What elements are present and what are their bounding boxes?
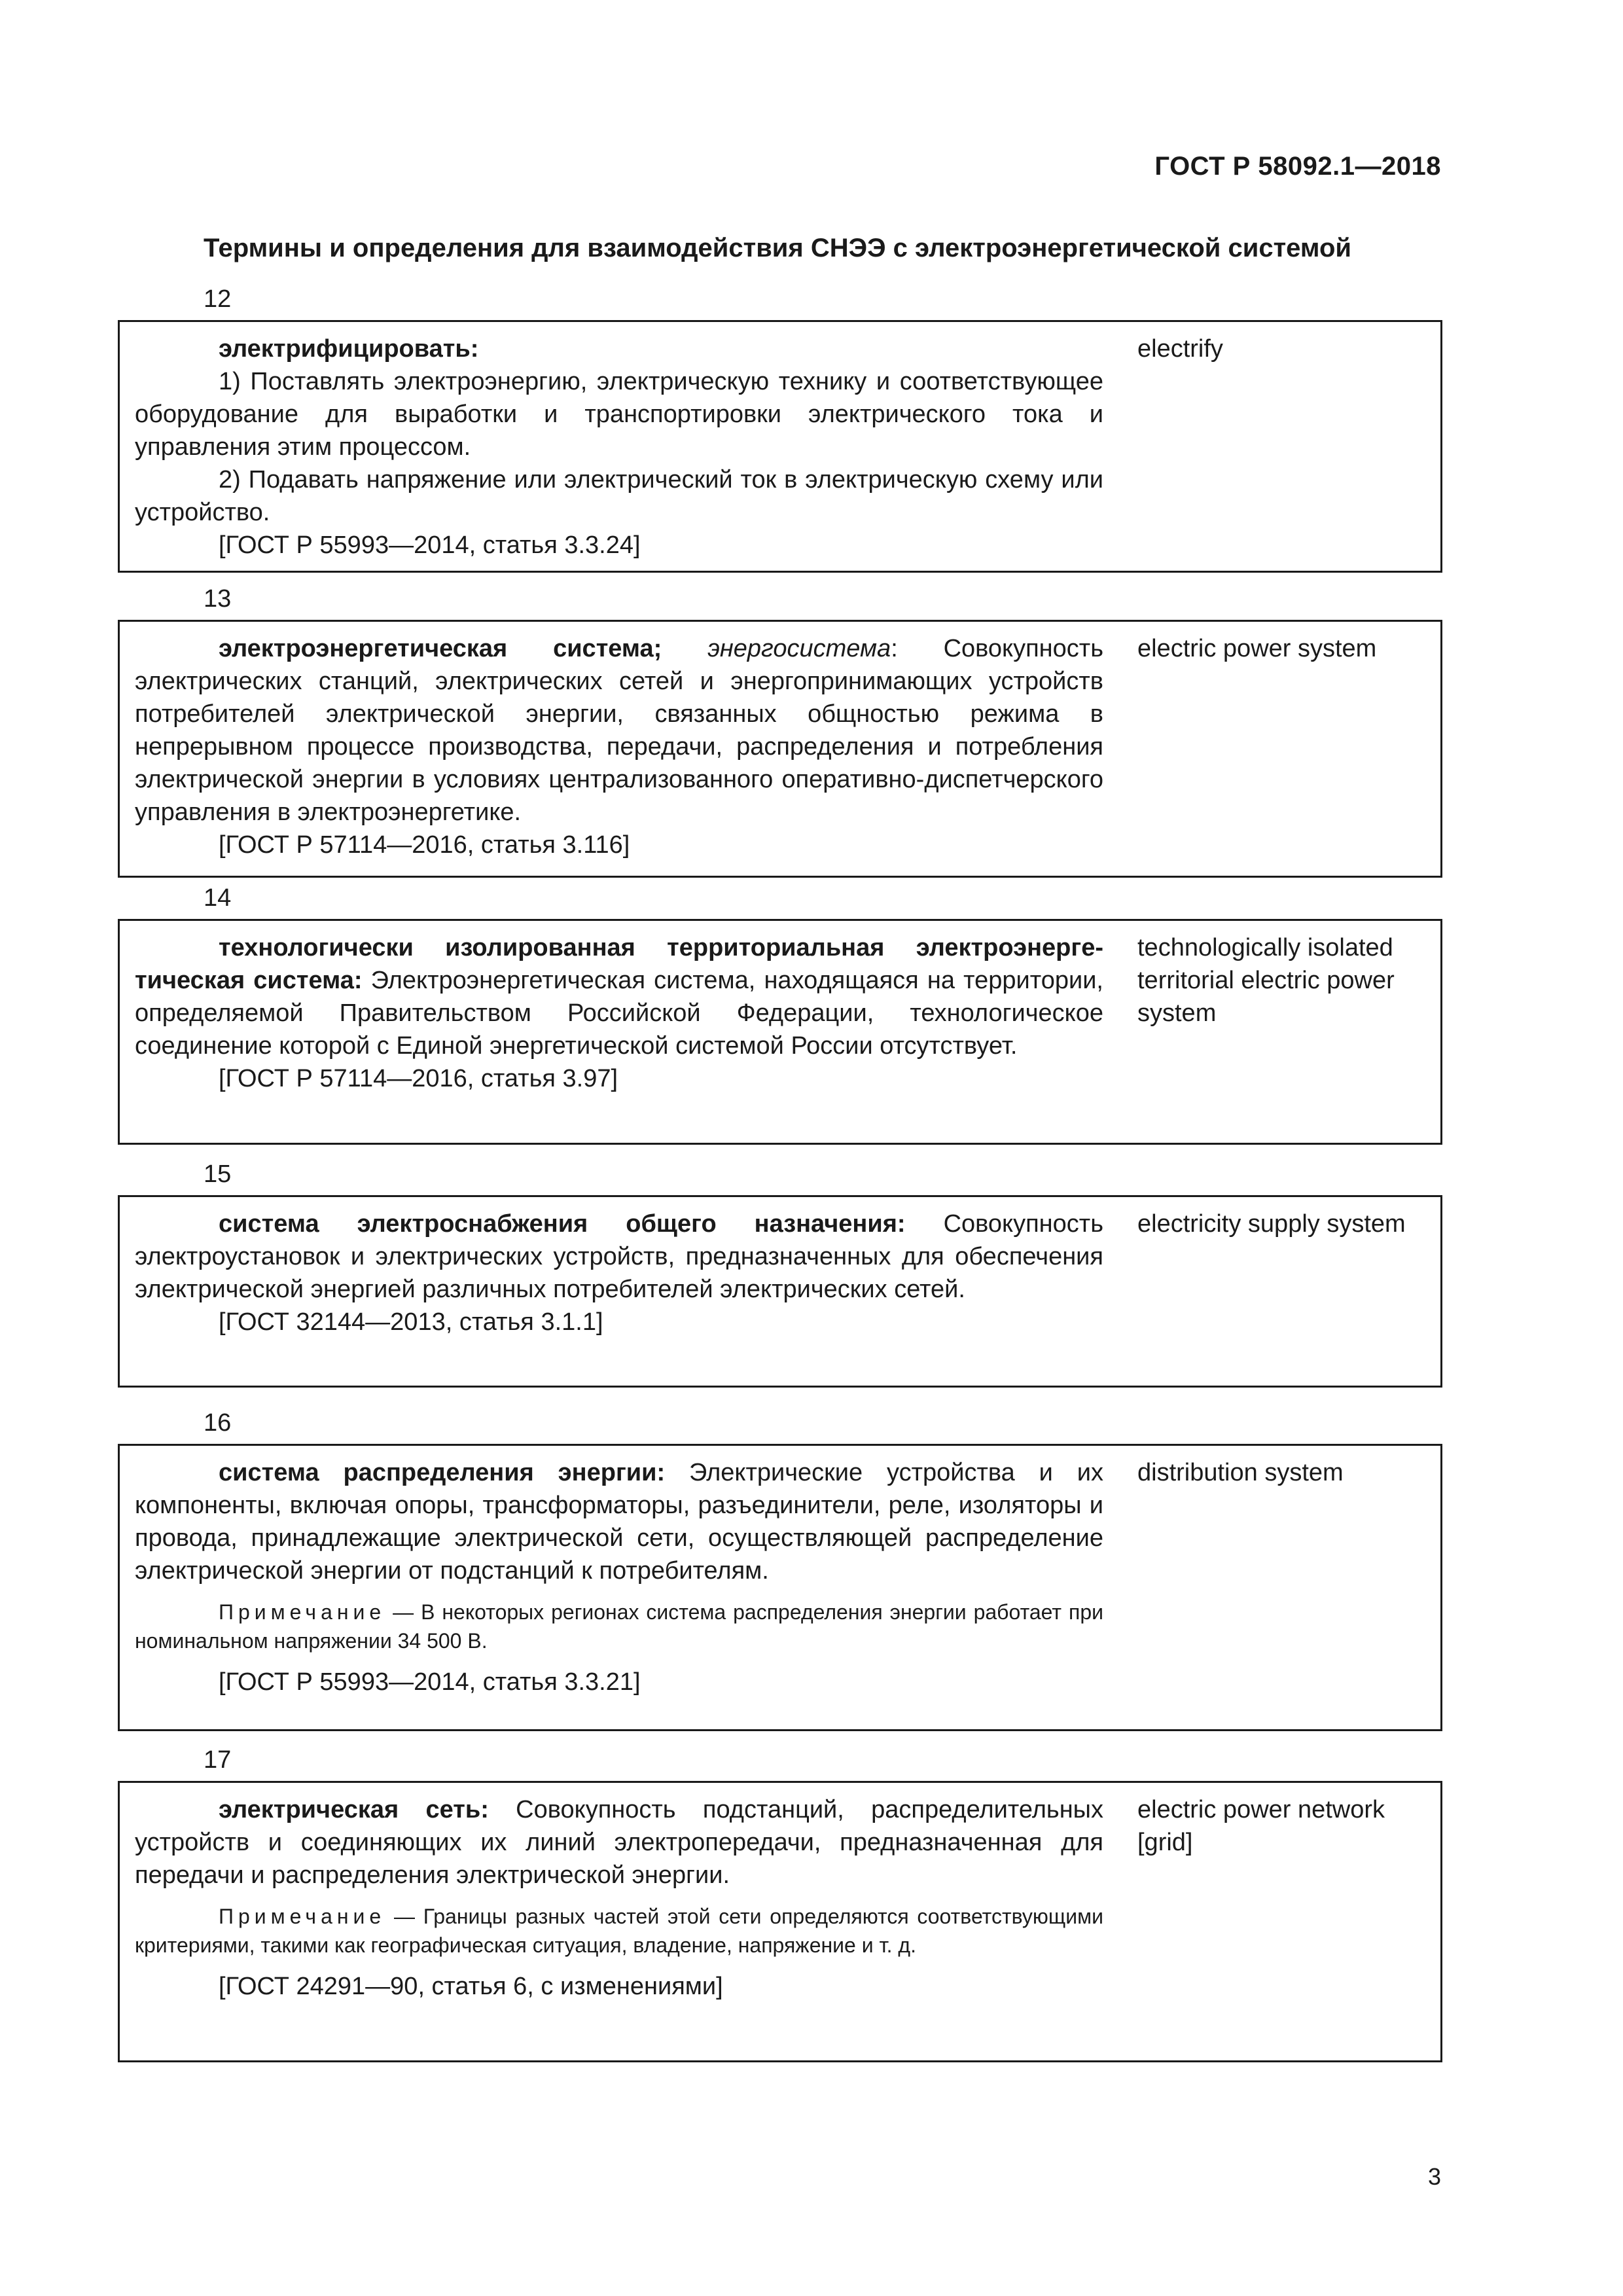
- entry-box: [118, 919, 1442, 1145]
- entry-number: 16: [204, 1409, 232, 1437]
- term-definition: [135, 632, 1103, 861]
- english-equivalent: distribution system: [1137, 1459, 1344, 1486]
- entry-box: [118, 1781, 1442, 2062]
- term-name: технологически изолированная территориальная электроэнергетическая система:: [135, 934, 1103, 994]
- term-source: [ГОСТ Р 57114—2016, статья 3.97]: [219, 1065, 618, 1092]
- term-definition: [135, 1456, 1103, 1698]
- entry-number: 12: [204, 285, 232, 313]
- entry-number: 14: [204, 884, 232, 912]
- term-source: [ГОСТ Р 55993—2014, статья 3.3.24]: [219, 531, 641, 559]
- term-definition: [135, 332, 1103, 562]
- term-entry-12: [118, 283, 1449, 575]
- page-number: 3: [1427, 2163, 1441, 2190]
- term-entry-15: [118, 1158, 1449, 1407]
- term-name: система распределения энергии:: [219, 1459, 666, 1486]
- term-definition: [135, 1793, 1103, 2003]
- note-label: Примечание: [219, 1905, 386, 1928]
- english-equivalent: electric power network [grid]: [1137, 1796, 1385, 1856]
- term-entry-16: [118, 1407, 1449, 1744]
- entry-box: [118, 1195, 1442, 1388]
- term-name: электрифицировать:: [219, 335, 479, 363]
- entry-box: [118, 1444, 1442, 1731]
- term-definition: [135, 1208, 1103, 1338]
- definition-text: Электрические устройства и их компоненты, включая опоры, трансформаторы, разъединители, реле, изоляторы и провода, принадлежащие электрической сети, осуществляющей распределение электрической энергии от подстанций к потребителям.: [135, 1459, 1103, 1585]
- note-text: — Границы разных частей этой сети определяются соответствующими критериями, такими как географическая ситуация, владение, напряжение и т. д.: [135, 1905, 1103, 1957]
- entry-box: [118, 620, 1442, 878]
- definition-text: : Совокупность электрических станций, электрических сетей и энергопринимающих устройств потребителей электрической энергии, связанных общностью режима в непрерывном процессе производства, передачи, распределения и потребления электрической энергии в условиях централизованного оперативно-диспетчерского управления в электроэнергетике.: [135, 635, 1103, 826]
- standard-code: ГОСТ Р 58092.1—2018: [1154, 152, 1441, 181]
- term-name: электрическая сеть:: [219, 1796, 489, 1823]
- note-label: Примечание: [219, 1600, 386, 1624]
- definition-text: Совокупность подстанций, распределительных устройств и соединяющих их линий электропередачи, предназначенная для передачи и распределения электрической энергии.: [135, 1796, 1103, 1889]
- entry-box: [118, 320, 1442, 573]
- definition-part-1: 1) Поставлять электроэнергию, электрическую технику и соответствующее оборудование для выработки и транспортировки электрического тока и управления этим процессом.: [135, 368, 1103, 461]
- term-note: [135, 1598, 1103, 1655]
- english-equivalent: electric power system: [1137, 635, 1377, 662]
- term-name: система электроснабжения общего назначения:: [219, 1210, 906, 1238]
- term-synonym: энергосистема: [707, 635, 891, 662]
- entry-number: 15: [204, 1160, 232, 1188]
- english-equivalent: technologically isolated territorial electric power system: [1137, 934, 1395, 1027]
- term-note: [135, 1902, 1103, 1960]
- english-equivalent: electricity supply system: [1137, 1210, 1406, 1238]
- term-name: электроэнергетическая система;: [219, 635, 662, 662]
- english-equivalent: electrify: [1137, 335, 1223, 363]
- term-source: [ГОСТ 24291—90, статья 6, с изменениями]: [219, 1973, 723, 2000]
- definition-part-2: 2) Подавать напряжение или электрический ток в электрическую схему или устройство.: [135, 466, 1103, 526]
- definition-text: Электроэнергетическая система, находящаяся на территории, определяемой Правительством Российской Федерации, технологическое соединение которой с Единой энергетической системой России отсутствует.: [135, 967, 1103, 1060]
- entry-number: 13: [204, 585, 232, 613]
- entry-number: 17: [204, 1746, 232, 1774]
- term-source: [ГОСТ 32144—2013, статья 3.1.1]: [219, 1308, 603, 1336]
- section-title: Термины и определения для взаимодействия СНЭЭ с электроэнергетической системой: [204, 234, 1351, 262]
- term-entry-17: [118, 1744, 1449, 2085]
- note-text: — В некоторых регионах система распределения энергии работает при номинальном напряжении 34 500 В.: [135, 1600, 1103, 1653]
- term-source: [ГОСТ Р 57114—2016, статья 3.116]: [219, 831, 630, 859]
- term-source: [ГОСТ Р 55993—2014, статья 3.3.21]: [219, 1668, 641, 1696]
- term-entry-13: [118, 583, 1449, 881]
- term-definition: [135, 931, 1103, 1095]
- term-entry-14: [118, 882, 1449, 1157]
- definition-text: Совокупность электроустановок и электрических устройств, предназначенных для обеспечения электрической энергией различных потребителей электрических сетей.: [135, 1210, 1104, 1303]
